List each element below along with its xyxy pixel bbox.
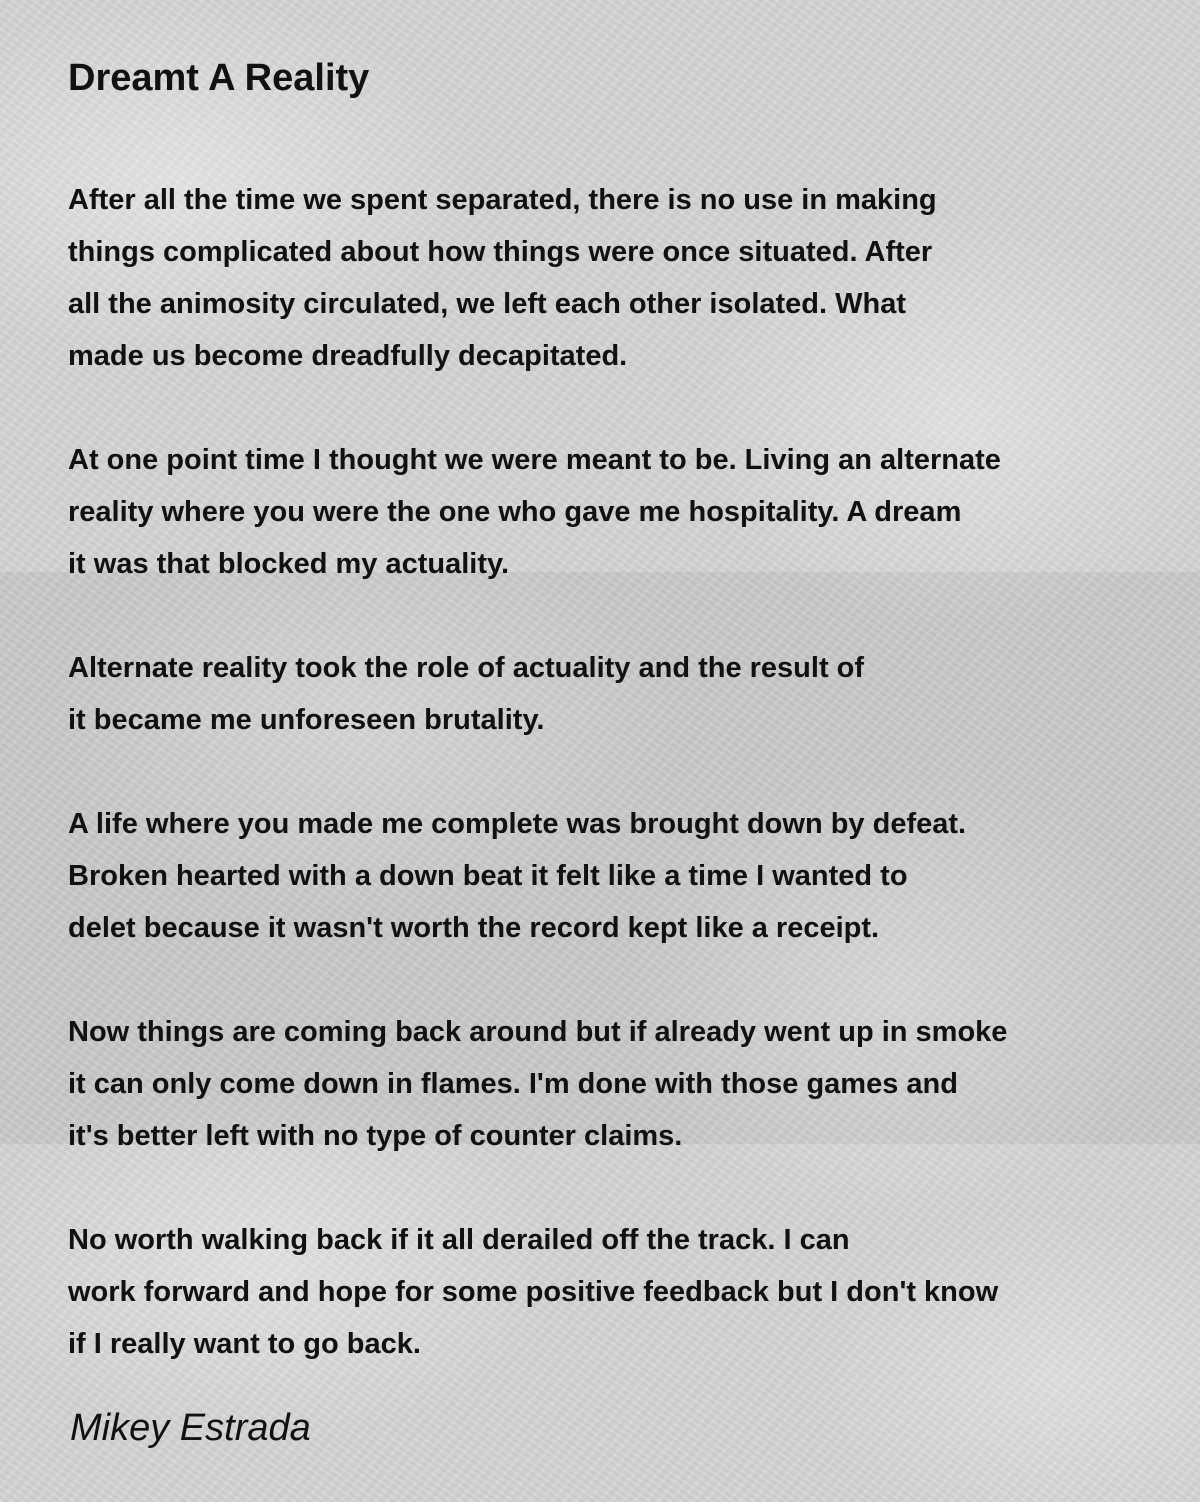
poem-line: After all the time we spent separated, there is no use in making [68, 184, 937, 216]
stanza-3 [68, 642, 1168, 746]
poem-line: if I really want to go back. [68, 1328, 421, 1360]
stanza-4 [68, 798, 1168, 954]
poem-line: delet because it wasn't worth the record kept like a receipt. [68, 912, 880, 944]
poem-line: Alternate reality took the role of actuality and the result of [68, 652, 865, 684]
poem-line: it was that blocked my actuality. [68, 548, 510, 580]
poem-line: At one point time I thought we were meant to be. Living an alternate [68, 444, 1001, 476]
stanza-6 [68, 1214, 1168, 1370]
poem-line: No worth walking back if it all derailed off the track. I can [68, 1224, 850, 1256]
poem-line: it can only come down in flames. I'm done with those games and [68, 1068, 958, 1100]
stanza-5 [68, 1006, 1168, 1162]
poem-body [68, 174, 1168, 1370]
poem-line: all the animosity circulated, we left each other isolated. What [68, 288, 906, 320]
poem-line: Now things are coming back around but if already went up in smoke [68, 1016, 1008, 1048]
poem-line: A life where you made me complete was brought down by defeat. [68, 808, 967, 840]
poem-line: it became me unforeseen brutality. [68, 704, 545, 736]
poem-line: things complicated about how things were once situated. After [68, 236, 933, 268]
poem-line: Broken hearted with a down beat it felt like a time I wanted to [68, 860, 908, 892]
poem-line: work forward and hope for some positive feedback but I don't know [68, 1276, 999, 1308]
stanza-1 [68, 174, 1168, 382]
poem-title: Dreamt A Reality [68, 57, 370, 99]
poem-line: reality where you were the one who gave me hospitality. A dream [68, 496, 962, 528]
poem-line: made us become dreadfully decapitated. [68, 340, 628, 372]
poem-author: Mikey Estrada [70, 1407, 311, 1449]
poem-container [68, 52, 1168, 1422]
stanza-2 [68, 434, 1168, 590]
poem-line: it's better left with no type of counter claims. [68, 1120, 683, 1152]
